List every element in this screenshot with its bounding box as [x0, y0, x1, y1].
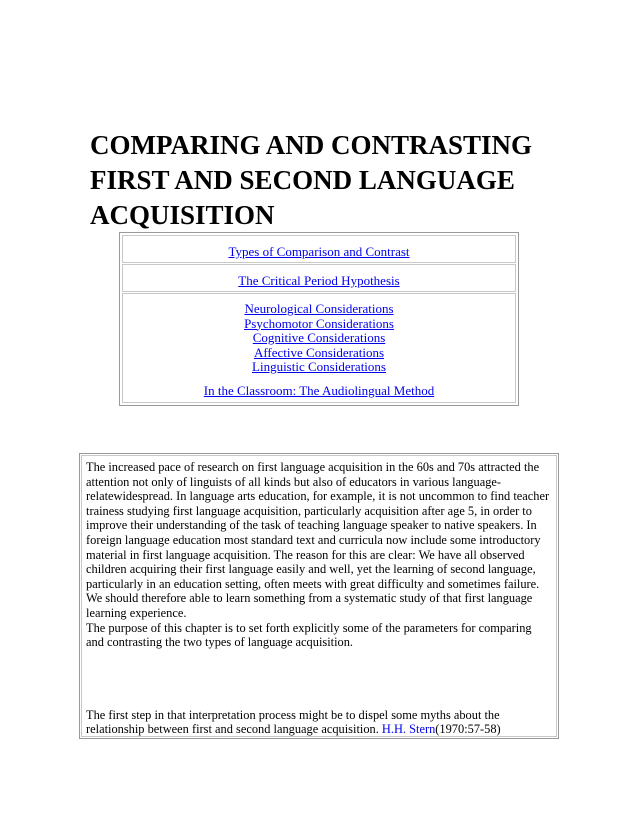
- link-stern[interactable]: H.H. Stern: [381, 722, 436, 737]
- link-psychomotor[interactable]: Psychomotor Considerations: [244, 315, 394, 331]
- toc-row-critical-period: [122, 264, 516, 292]
- title-line-2: FIRST AND SECOND LANGUAGE: [90, 165, 515, 195]
- table-of-contents: [119, 232, 519, 406]
- paragraph-2: The purpose of this chapter is to set forth explicitly some of the parameters for comparing and contrasting the two types of language acquisition.: [86, 620, 532, 650]
- paragraph-3-citation: (1970:57-58): [435, 722, 501, 737]
- link-types-of-comparison[interactable]: Types of Comparison and Contrast: [228, 244, 410, 259]
- title-line-3: ACQUISITION: [90, 200, 275, 230]
- paragraph-1: The increased pace of research on first language acquisition in the 60s and 70s attracted the attention not only of linguists of all kinds but also of educators in various language-relatewidespread. In language arts education, for example, it is not uncommon to find teacher trainess studying first language acquisition, particularly acquisition after age 5, in order to improve their understanding of the task of teaching language speaker to native speakers. In foreign language education most standard text and curricula now include some introductory material in first language acquisition. The reason for this are clear: We have all observed children acquiring their first language easily and well, yet the learning of second language, particularly in an education setting, often meets with great difficulty and sometimes failure. We should therefore able to learn something from a systematic study of that first language learning experience.: [86, 460, 550, 620]
- page-title: [90, 128, 560, 233]
- link-audiolingual-method[interactable]: In the Classroom: The Audiolingual Method: [203, 382, 435, 398]
- intro-text-inner: [81, 455, 557, 737]
- toc-row-considerations: [122, 293, 516, 403]
- link-neurological[interactable]: Neurological Considerations: [244, 301, 394, 316]
- toc-row-comparison: [122, 235, 516, 263]
- intro-text-box: [79, 453, 559, 739]
- link-affective[interactable]: Affective Considerations: [253, 344, 385, 360]
- title-line-1: COMPARING AND CONTRASTING: [90, 130, 533, 160]
- paragraph-3: [86, 708, 552, 737]
- link-linguistic[interactable]: Linguistic Considerations: [252, 359, 386, 374]
- link-critical-period[interactable]: The Critical Period Hypothesis: [238, 273, 400, 288]
- paragraph-3-text: The first step in that interpretation process might be to dispel some myths about the relationship between first and second language acquisition.: [86, 707, 500, 737]
- link-cognitive[interactable]: Cognitive Considerations: [252, 330, 386, 345]
